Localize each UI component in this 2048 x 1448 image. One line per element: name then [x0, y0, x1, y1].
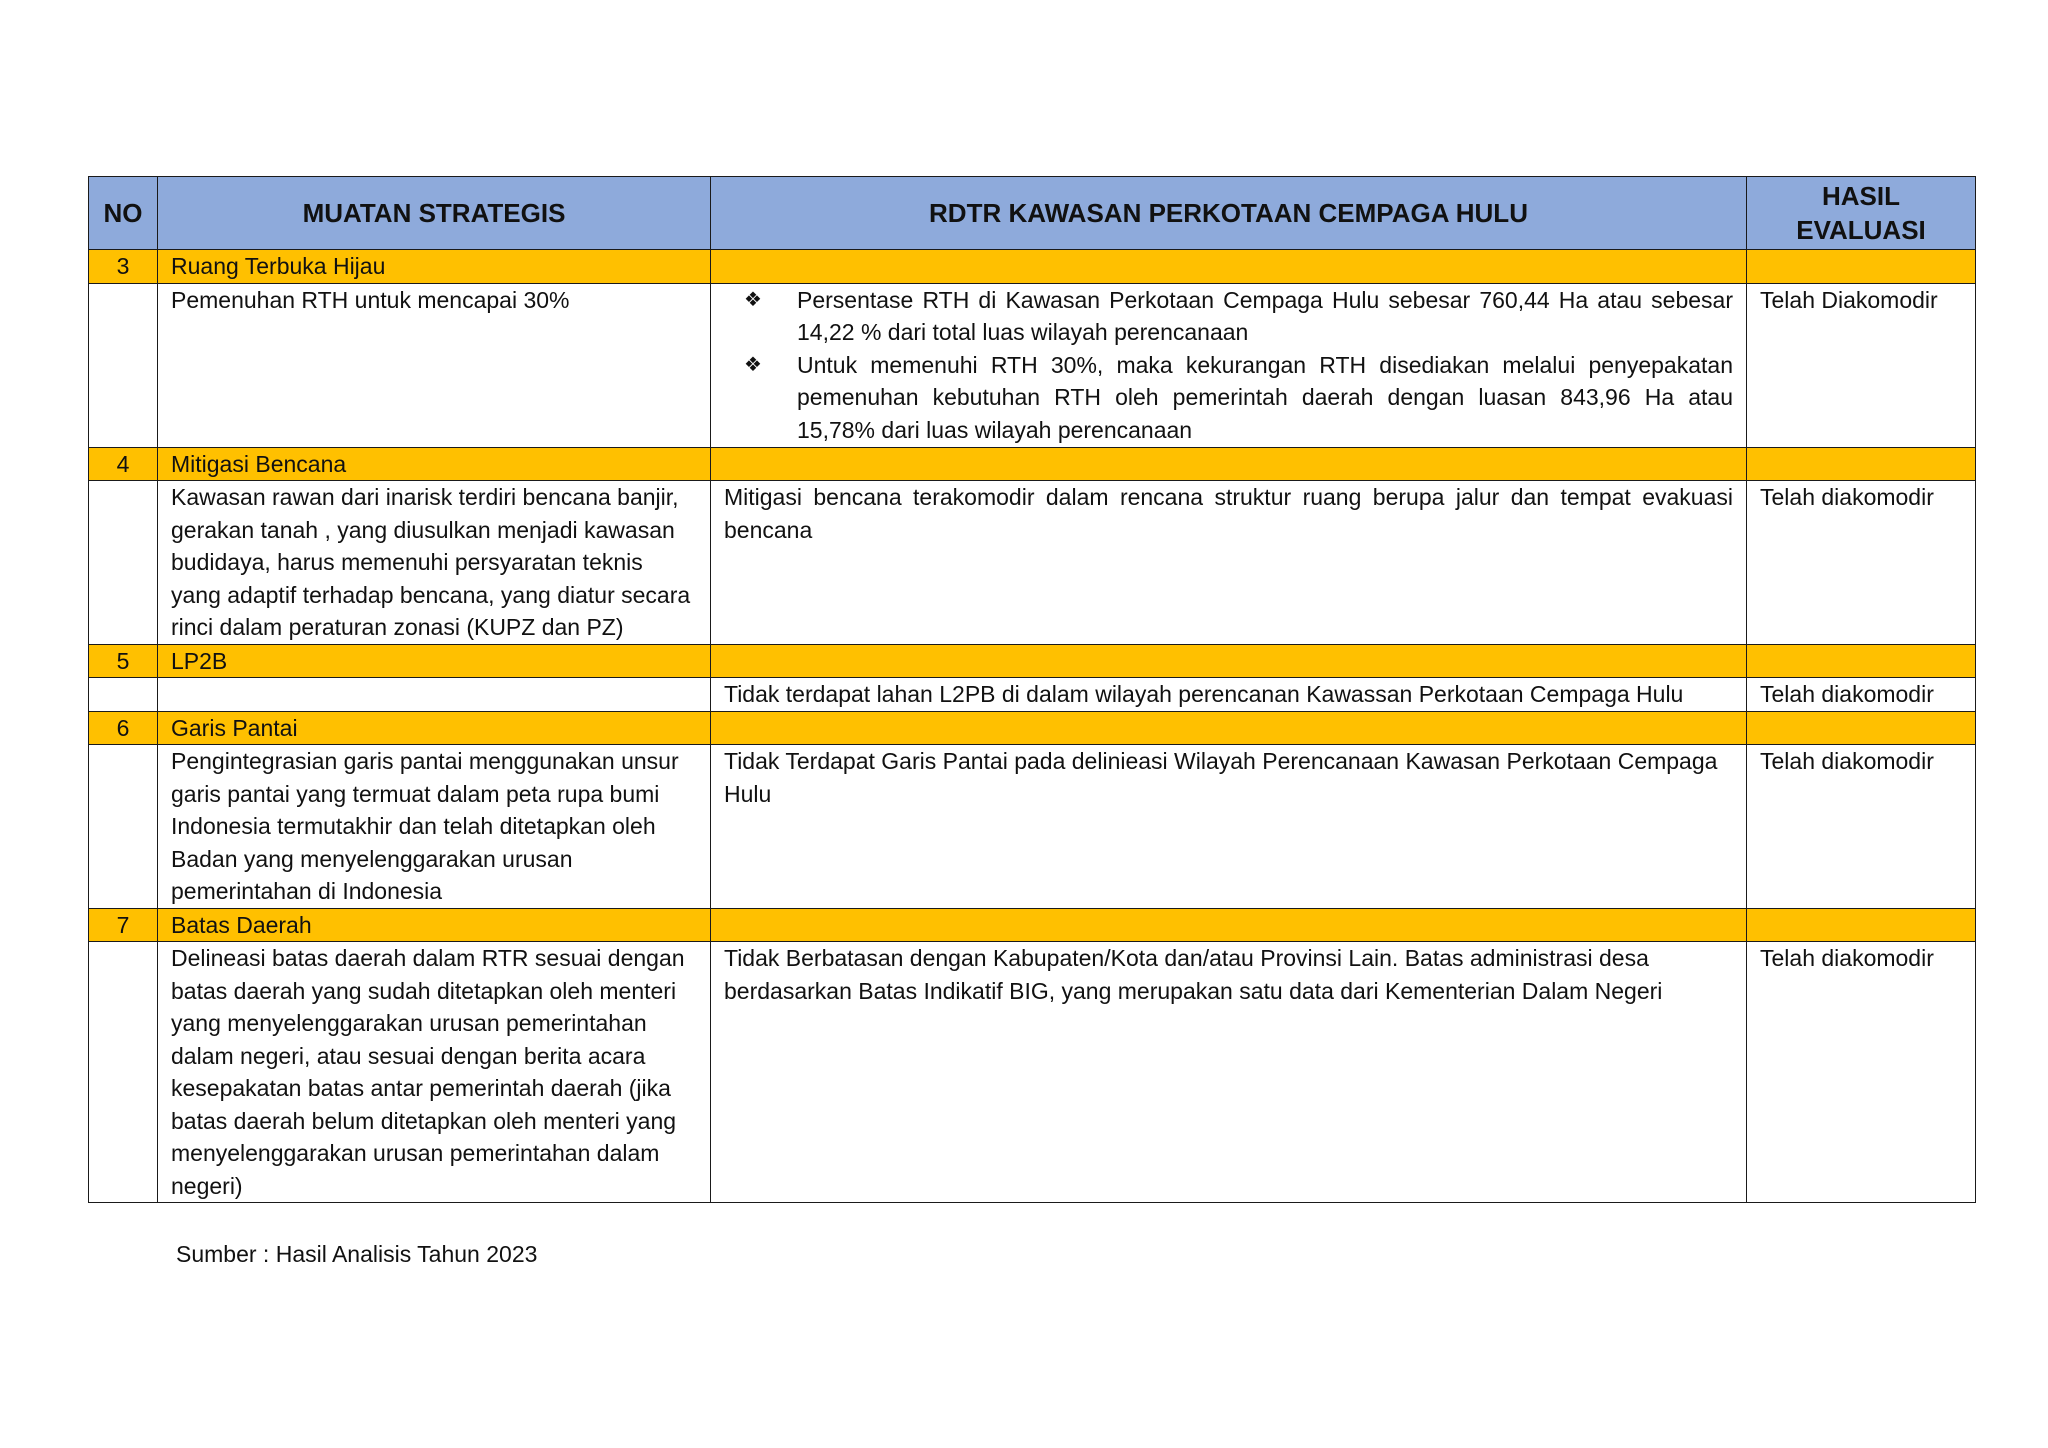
section-row	[89, 644, 1976, 678]
rdtr-cell: Mitigasi bencana terakomodir dalam rencana struktur ruang berupa jalur dan tempat evakuasi bencana	[711, 481, 1747, 645]
rdtr-cell: Tidak Terdapat Garis Pantai pada delinieasi Wilayah Perencanaan Kawasan Perkotaan Cempaga Hulu	[711, 745, 1747, 909]
section-empty-cell	[1747, 447, 1976, 481]
list-item	[724, 284, 1733, 349]
no-cell	[89, 283, 158, 447]
section-empty-cell	[711, 644, 1747, 678]
muatan-cell	[158, 678, 711, 712]
section-title: Mitigasi Bencana	[158, 447, 711, 481]
hasil-cell: Telah diakomodir	[1747, 678, 1976, 712]
table-row	[89, 745, 1976, 909]
no-cell	[89, 678, 158, 712]
table-header-row	[89, 177, 1976, 250]
section-number: 6	[89, 711, 158, 745]
table-row	[89, 283, 1976, 447]
rdtr-cell: Tidak terdapat lahan L2PB di dalam wilayah perencanan Kawassan Perkotaan Cempaga Hulu	[711, 678, 1747, 712]
hasil-cell: Telah diakomodir	[1747, 745, 1976, 909]
diamond-bullet-icon: ❖	[744, 288, 762, 311]
no-cell	[89, 942, 158, 1203]
muatan-cell: Delineasi batas daerah dalam RTR sesuai dengan batas daerah yang sudah ditetapkan oleh menteri yang menyelenggarakan urusan pemerintahan dalam negeri, atau sesuai dengan berita acara kesepakatan batas antar pemerintah daerah (jika batas daerah belum ditetapkan oleh menteri yang menyelenggarakan urusan pemerintahan dalam negeri)	[158, 942, 711, 1203]
no-cell	[89, 745, 158, 909]
muatan-cell: Pengintegrasian garis pantai menggunakan unsur garis pantai yang termuat dalam peta rupa bumi Indonesia termutakhir dan telah ditetapkan oleh Badan yang menyelenggarakan urusan pemerintahan di Indonesia	[158, 745, 711, 909]
section-number: 4	[89, 447, 158, 481]
muatan-cell: Pemenuhan RTH untuk mencapai 30%	[158, 283, 711, 447]
section-empty-cell	[711, 447, 1747, 481]
section-empty-cell	[1747, 711, 1976, 745]
section-row	[89, 447, 1976, 481]
source-caption: Sumber : Hasil Analisis Tahun 2023	[176, 1241, 538, 1267]
bullet-text: Untuk memenuhi RTH 30%, maka kekurangan RTH disediakan melalui penyepakatan pemenuhan kebutuhan RTH oleh pemerintah daerah dengan luasan 843,96 Ha atau 15,78% dari luas wilayah perencanaan	[797, 351, 1733, 443]
section-empty-cell	[1747, 644, 1976, 678]
section-empty-cell	[711, 908, 1747, 942]
evaluation-table	[88, 176, 1976, 1203]
rdtr-cell	[711, 283, 1747, 447]
section-number: 3	[89, 250, 158, 284]
table-row	[89, 481, 1976, 645]
section-title: LP2B	[158, 644, 711, 678]
section-title: Garis Pantai	[158, 711, 711, 745]
hasil-cell: Telah Diakomodir	[1747, 283, 1976, 447]
section-empty-cell	[1747, 250, 1976, 284]
header-rdtr: RDTR KAWASAN PERKOTAAN CEMPAGA HULU	[711, 177, 1747, 250]
table-row	[89, 678, 1976, 712]
section-row	[89, 908, 1976, 942]
muatan-cell: Kawasan rawan dari inarisk terdiri bencana banjir, gerakan tanah , yang diusulkan menjadi kawasan budidaya, harus memenuhi persyaratan teknis yang adaptif terhadap bencana, yang diatur secara rinci dalam peraturan zonasi (KUPZ dan PZ)	[158, 481, 711, 645]
list-item	[724, 349, 1733, 447]
hasil-cell: Telah diakomodir	[1747, 481, 1976, 645]
hasil-cell: Telah diakomodir	[1747, 942, 1976, 1203]
section-title: Batas Daerah	[158, 908, 711, 942]
section-number: 7	[89, 908, 158, 942]
diamond-bullet-icon: ❖	[744, 353, 762, 376]
section-empty-cell	[711, 711, 1747, 745]
rdtr-bullet-list	[724, 284, 1733, 447]
header-muatan-strategis: MUATAN STRATEGIS	[158, 177, 711, 250]
section-row	[89, 250, 1976, 284]
rdtr-cell: Tidak Berbatasan dengan Kabupaten/Kota dan/atau Provinsi Lain. Batas administrasi desa berdasarkan Batas Indikatif BIG, yang merupakan satu data dari Kementerian Dalam Negeri	[711, 942, 1747, 1203]
section-empty-cell	[711, 250, 1747, 284]
table-row	[89, 942, 1976, 1203]
header-hasil-evaluasi: HASIL EVALUASI	[1747, 177, 1976, 250]
section-empty-cell	[1747, 908, 1976, 942]
section-row	[89, 711, 1976, 745]
bullet-text: Persentase RTH di Kawasan Perkotaan Cempaga Hulu sebesar 760,44 Ha atau sebesar 14,22 % dari total luas wilayah perencanaan	[797, 286, 1733, 345]
header-no: NO	[89, 177, 158, 250]
section-title: Ruang Terbuka Hijau	[158, 250, 711, 284]
section-number: 5	[89, 644, 158, 678]
no-cell	[89, 481, 158, 645]
